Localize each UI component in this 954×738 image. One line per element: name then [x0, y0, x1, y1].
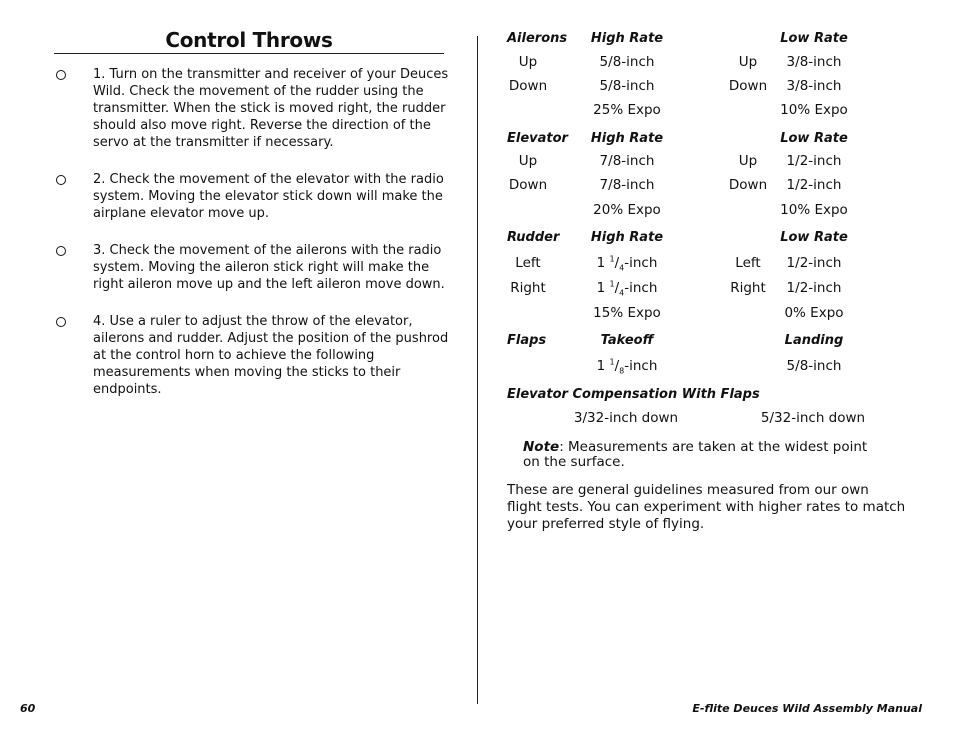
- elevator-high-rate-heading: High Rate: [590, 131, 664, 146]
- measurement-note: [523, 440, 873, 470]
- ailerons-low-rate-heading: Low Rate: [780, 31, 848, 46]
- ailerons-low-up-value: 3/8-inch: [786, 54, 842, 70]
- elevator-compensation-landing: 5/32-inch down: [760, 410, 866, 426]
- step-text: 2. Check the movement of the elevator with the radio system. Moving the elevator stick down will make the airplane elevator move up.: [93, 172, 444, 221]
- ailerons-heading: Ailerons: [507, 31, 568, 46]
- rudder-high-left-value: 1 $^1/_4$-inch: [596, 254, 658, 273]
- rudder-low-right-label: Right: [730, 280, 766, 296]
- page-title: Control Throws: [165, 28, 333, 52]
- fraction-whole: 1: [596, 358, 606, 374]
- flaps-takeoff-value: 1 $^1/_8$-inch: [596, 357, 658, 376]
- fraction-denominator: 4: [619, 288, 625, 298]
- instruction-step: [54, 313, 449, 398]
- ailerons-high-down-value: 5/8-inch: [599, 78, 655, 94]
- note-label: Note: [523, 439, 560, 455]
- fraction-numerator: 1: [609, 357, 615, 367]
- ailerons-high-up-value: 5/8-inch: [599, 54, 655, 70]
- elevator-low-down-value: 1/2-inch: [786, 177, 842, 193]
- elevator-low-expo: 10% Expo: [780, 202, 848, 218]
- rudder-low-rate-heading: Low Rate: [780, 230, 848, 245]
- ailerons-high-expo: 25% Expo: [593, 102, 661, 118]
- ailerons-high-up-label: Up: [518, 54, 538, 70]
- elevator-high-down-value: 7/8-inch: [599, 177, 655, 193]
- rudder-high-rate-heading: High Rate: [590, 230, 664, 245]
- step-text: 4. Use a ruler to adjust the throw of the elevator, ailerons and rudder. Adjust the position of the pushrod at the control horn to achieve the following measurements when moving the sticks to their endpoints.: [93, 314, 449, 397]
- elevator-low-rate-heading: Low Rate: [780, 131, 848, 146]
- elevator-low-down-label: Down: [728, 177, 768, 193]
- ailerons-low-down-label: Down: [728, 78, 768, 94]
- fraction-whole: 1: [596, 255, 606, 271]
- fraction-denominator: 4: [619, 263, 625, 273]
- rudder-high-right-value: 1 $^1/_4$-inch: [596, 279, 658, 298]
- rudder-low-left-label: Left: [735, 255, 761, 271]
- flaps-landing-heading: Landing: [784, 333, 844, 348]
- instruction-step: [54, 242, 449, 293]
- checkbox-circle-icon: [56, 175, 66, 185]
- flaps-heading: Flaps: [507, 333, 547, 348]
- instruction-step: [54, 171, 449, 222]
- flaps-takeoff-heading: Takeoff: [600, 333, 654, 348]
- ailerons-low-expo: 10% Expo: [780, 102, 848, 118]
- checkbox-circle-icon: [56, 317, 66, 327]
- ailerons-high-down-label: Down: [508, 78, 548, 94]
- instruction-step: [54, 66, 449, 151]
- step-text: 3. Check the movement of the ailerons with the radio system. Moving the aileron stick right will make the right aileron move up and the left aileron move down.: [93, 243, 445, 292]
- rudder-heading: Rudder: [507, 230, 560, 245]
- ailerons-low-down-value: 3/8-inch: [786, 78, 842, 94]
- fraction-unit: -inch: [624, 358, 658, 374]
- fraction-denominator: 8: [619, 366, 625, 376]
- instruction-list: [54, 66, 449, 418]
- rudder-low-right-value: 1/2-inch: [786, 280, 842, 296]
- elevator-low-up-label: Up: [738, 153, 758, 169]
- fraction-whole: 1: [596, 280, 606, 296]
- elevator-high-down-label: Down: [508, 177, 548, 193]
- rudder-low-expo: 0% Expo: [784, 305, 844, 321]
- ailerons-high-rate-heading: High Rate: [590, 31, 664, 46]
- rudder-high-left-label: Left: [515, 255, 541, 271]
- note-text: : Measurements are taken at the widest point on the surface.: [523, 439, 868, 470]
- elevator-heading: Elevator: [507, 131, 568, 146]
- elevator-high-up-value: 7/8-inch: [599, 153, 655, 169]
- flaps-landing-value: 5/8-inch: [786, 358, 842, 374]
- elevator-high-expo: 20% Expo: [593, 202, 661, 218]
- fraction-unit: -inch: [624, 280, 658, 296]
- elevator-compensation-heading: Elevator Compensation With Flaps: [507, 387, 760, 402]
- elevator-compensation-takeoff: 3/32-inch down: [573, 410, 679, 426]
- rudder-low-left-value: 1/2-inch: [786, 255, 842, 271]
- rudder-high-right-label: Right: [510, 280, 546, 296]
- manual-title: E-flite Deuces Wild Assembly Manual: [692, 702, 922, 715]
- fraction-unit: -inch: [624, 255, 658, 271]
- checkbox-circle-icon: [56, 70, 66, 80]
- checkbox-circle-icon: [56, 246, 66, 256]
- guidelines-paragraph: These are general guidelines measured from our own flight tests. You can experiment with higher rates to match your preferred style of flying.: [507, 482, 906, 532]
- step-text: 1. Turn on the transmitter and receiver of your Deuces Wild. Check the movement of the rudder using the transmitter. When the stick is moved right, the rudder should also move right. Reverse the direction of the servo at the transmitter if necessary.: [93, 67, 449, 150]
- rudder-high-expo: 15% Expo: [593, 305, 661, 321]
- fraction-numerator: 1: [609, 254, 615, 264]
- elevator-low-up-value: 1/2-inch: [786, 153, 842, 169]
- column-divider: [477, 36, 478, 704]
- elevator-high-up-label: Up: [518, 153, 538, 169]
- page-number: 60: [20, 702, 36, 715]
- title-underline: [54, 53, 444, 54]
- fraction-numerator: 1: [609, 279, 615, 289]
- ailerons-low-up-label: Up: [738, 54, 758, 70]
